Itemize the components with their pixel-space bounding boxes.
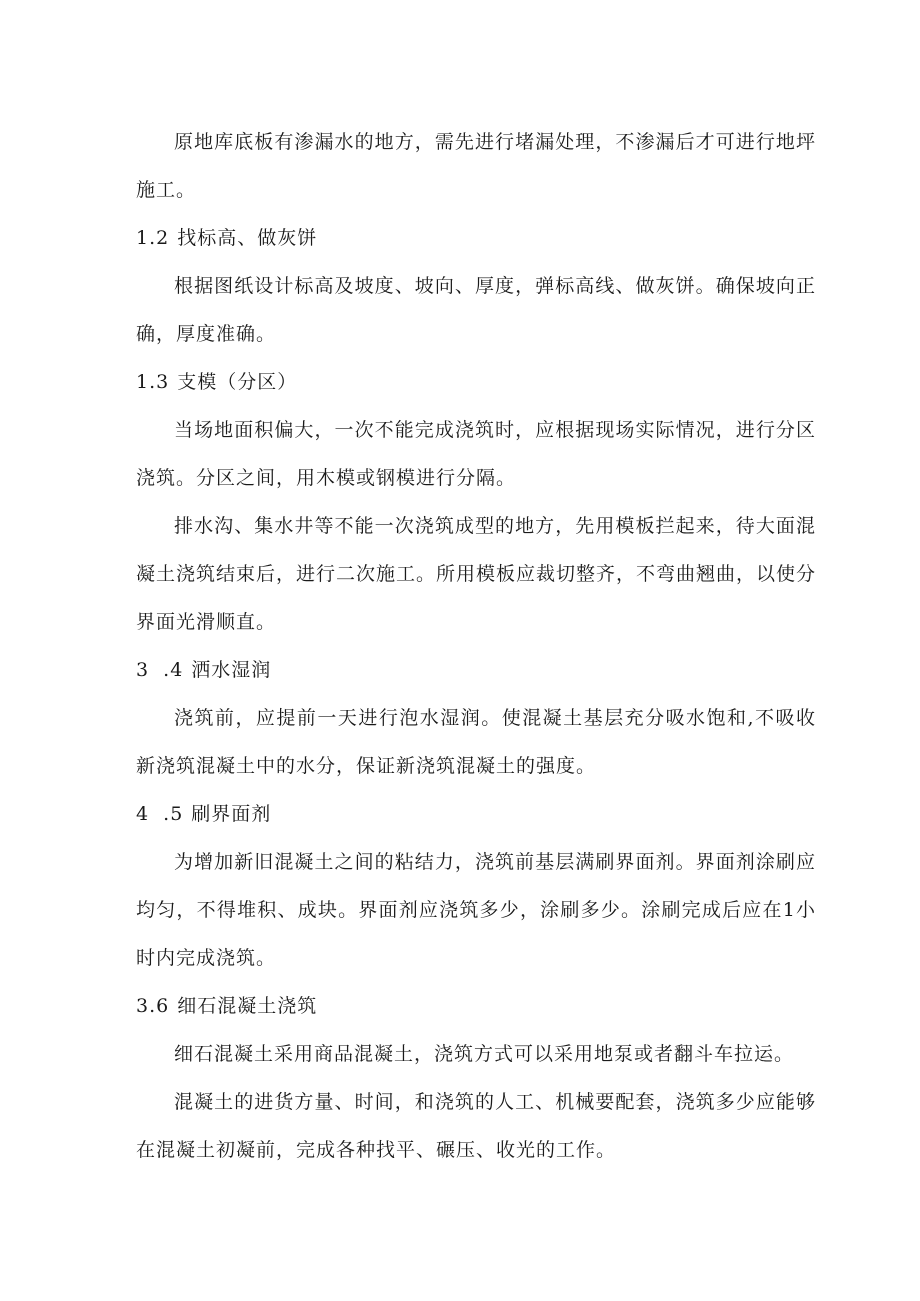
section-title: 细石混凝土浇筑 — [177, 995, 318, 1017]
section-number: 4 .5 — [136, 803, 184, 825]
section-title: 刷界面剂 — [191, 803, 272, 825]
section-number: 3.6 — [136, 995, 170, 1017]
paragraph-pouring-method: 细石混凝土采用商品混凝土，浇筑方式可以采用地泵或者翻斗车拉运。 — [174, 1043, 795, 1065]
section-title: 支模（分区） — [177, 371, 298, 393]
section-number: 1.2 — [136, 227, 170, 249]
paragraph-pouring-coordination: 混凝土的进货方量、时间，和浇筑的人工、机械要配套，浇筑多少应能够在混凝土初凝前，完成各种找平、碾压、收光的工作。 — [136, 1091, 816, 1161]
section-heading-pouring — [136, 982, 816, 1030]
section-heading-formwork — [136, 358, 816, 406]
section-title: 找标高、做灰饼 — [177, 227, 318, 249]
document-body — [136, 118, 816, 1174]
section-heading-watering — [136, 646, 816, 694]
paragraph-formwork-drainage: 排水沟、集水井等不能一次浇筑成型的地方，先用模板拦起来，待大面混凝土浇筑结束后，进行二次施工。所用模板应裁切整齐，不弯曲翘曲，以使分界面光滑顺直。 — [136, 515, 817, 633]
section-title: 洒水湿润 — [191, 659, 272, 681]
paragraph-elevation: 根据图纸设计标高及坡度、坡向、厚度，弹标高线、做灰饼。确保坡向正确，厚度准确。 — [136, 275, 816, 345]
paragraph-watering: 浇筑前，应提前一天进行泡水湿润。使混凝土基层充分吸水饱和,不吸收新浇筑混凝土中的水分，保证新浇筑混凝土的强度。 — [136, 707, 816, 777]
section-heading-interface-agent — [136, 790, 816, 838]
section-heading-elevation — [136, 214, 816, 262]
section-number: 3 .4 — [136, 659, 184, 681]
section-number: 1.3 — [136, 371, 170, 393]
paragraph-formwork-zones: 当场地面积偏大，一次不能完成浇筑时，应根据现场实际情况，进行分区浇筑。分区之间，用木模或钢模进行分隔。 — [136, 419, 816, 489]
paragraph-leak-repair: 原地库底板有渗漏水的地方，需先进行堵漏处理，不渗漏后才可进行地坪施工。 — [136, 131, 816, 201]
paragraph-interface-agent: 为增加新旧混凝土之间的粘结力，浇筑前基层满刷界面剂。界面剂涂刷应均匀，不得堆积、成块。界面剂应浇筑多少，涂刷多少。涂刷完成后应在1小时内完成浇筑。 — [136, 851, 816, 969]
